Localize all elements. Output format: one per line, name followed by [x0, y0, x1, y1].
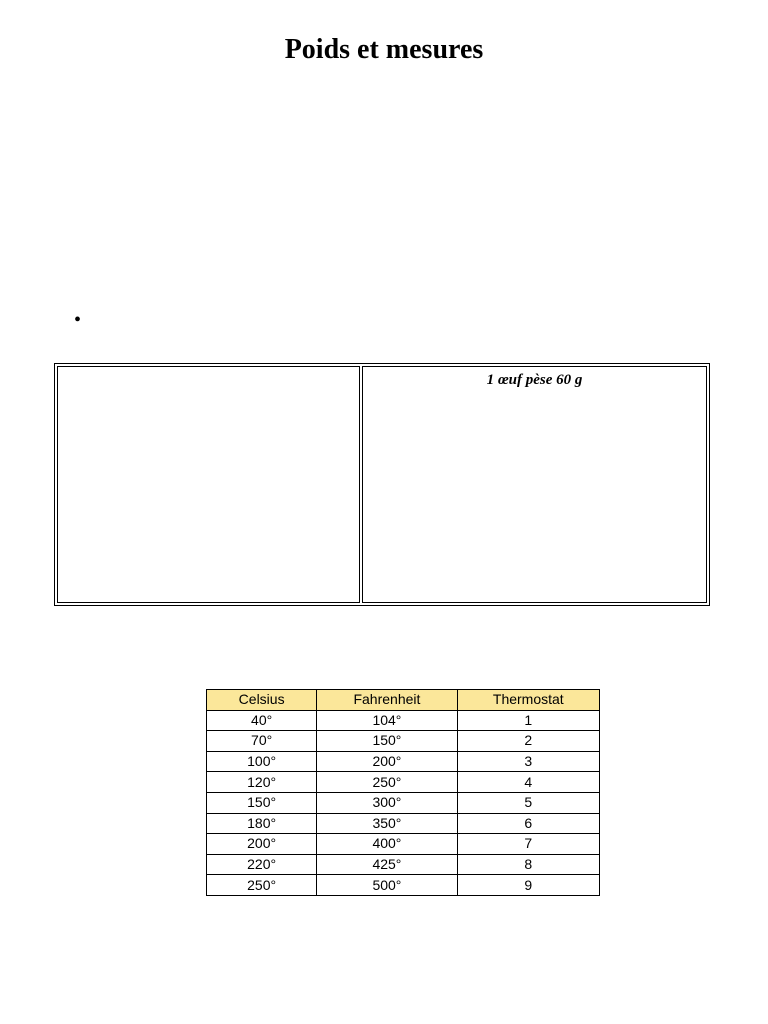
page-title: Poids et mesures [284, 34, 484, 65]
celsius-cell: 120° [207, 772, 317, 793]
bullet-point: • [74, 309, 82, 331]
fahrenheit-cell: 350° [317, 813, 457, 834]
fahrenheit-cell: 300° [317, 792, 457, 813]
empty-cell [57, 366, 360, 603]
thermostat-cell: 3 [457, 751, 599, 772]
header-thermostat: Thermostat [457, 690, 599, 711]
table-row [207, 731, 600, 752]
thermostat-cell: 4 [457, 772, 599, 793]
thermostat-cell: 1 [457, 710, 599, 731]
egg-info-table [54, 363, 710, 606]
fahrenheit-cell: 500° [317, 875, 457, 896]
celsius-cell: 200° [207, 834, 317, 855]
celsius-cell: 40° [207, 710, 317, 731]
egg-weight-note: 1 œuf pèse 60 g [486, 372, 583, 388]
table-row [207, 772, 600, 793]
celsius-cell: 150° [207, 792, 317, 813]
egg-cell [362, 366, 707, 603]
fahrenheit-cell: 400° [317, 834, 457, 855]
thermostat-cell: 6 [457, 813, 599, 834]
header-fahrenheit: Fahrenheit [317, 690, 457, 711]
table-row [207, 813, 600, 834]
celsius-cell: 180° [207, 813, 317, 834]
header-celsius: Celsius [207, 690, 317, 711]
thermostat-cell: 2 [457, 731, 599, 752]
celsius-cell: 70° [207, 731, 317, 752]
table-row [207, 710, 600, 731]
thermostat-cell: 5 [457, 792, 599, 813]
table-row [207, 792, 600, 813]
fahrenheit-cell: 250° [317, 772, 457, 793]
fahrenheit-cell: 104° [317, 710, 457, 731]
fahrenheit-cell: 425° [317, 854, 457, 875]
temperature-conversion-table [206, 689, 600, 896]
table-row [207, 854, 600, 875]
celsius-cell: 250° [207, 875, 317, 896]
table-header-row [207, 690, 600, 711]
fahrenheit-cell: 200° [317, 751, 457, 772]
table-row [207, 875, 600, 896]
thermostat-cell: 7 [457, 834, 599, 855]
celsius-cell: 220° [207, 854, 317, 875]
table-row [207, 751, 600, 772]
thermostat-cell: 8 [457, 854, 599, 875]
celsius-cell: 100° [207, 751, 317, 772]
thermostat-cell: 9 [457, 875, 599, 896]
table-row [207, 834, 600, 855]
fahrenheit-cell: 150° [317, 731, 457, 752]
